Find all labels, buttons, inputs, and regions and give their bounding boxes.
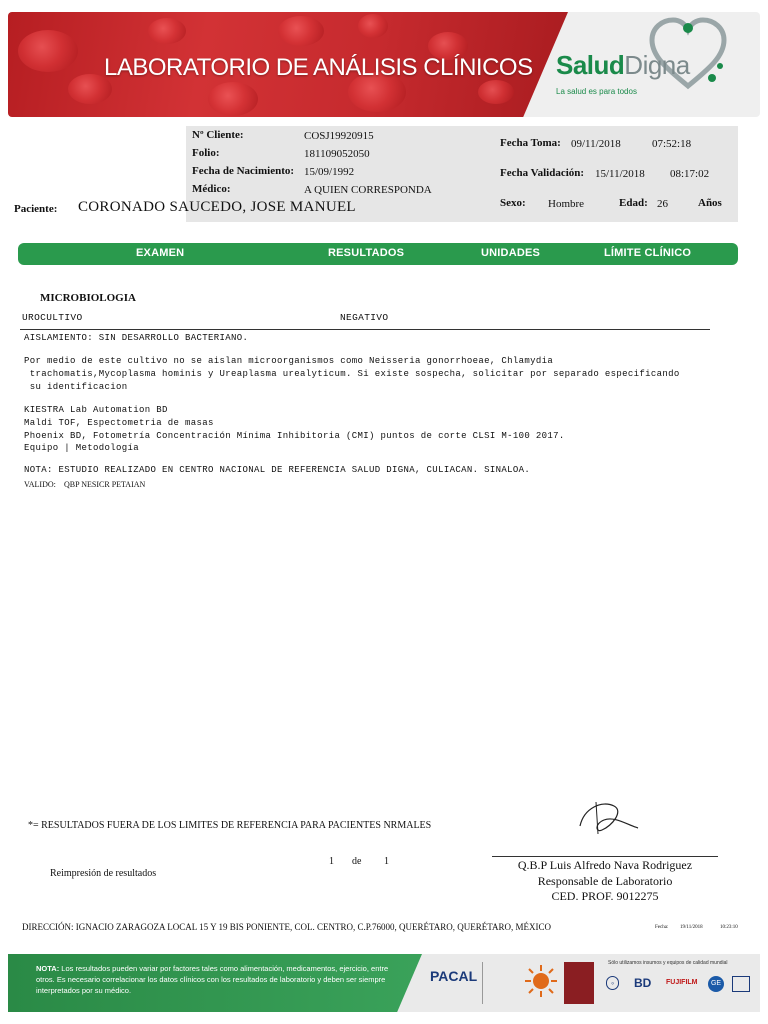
cliente-value: COSJ19920915 bbox=[304, 130, 374, 142]
results-header-bar bbox=[18, 243, 738, 265]
result-divider bbox=[20, 329, 710, 330]
page-total: 1 bbox=[384, 856, 389, 867]
bd-logo: BD bbox=[634, 976, 652, 990]
page-current: 1 bbox=[329, 856, 334, 867]
reprint-label: Reimpresión de resultados bbox=[50, 868, 157, 879]
footer-disclaimer bbox=[36, 964, 406, 997]
method-line-4: Equipo | Metodología bbox=[24, 443, 140, 453]
great-place-to-work-logo bbox=[564, 962, 594, 1004]
method-line-2: Maldi TOF, Espectometria de masas bbox=[24, 418, 214, 428]
logo-wordmark bbox=[556, 50, 690, 81]
method-line-3: Phoenix BD, Fotometría Concentración Mínima Inhibitoria (CMI) puntos de corte CLSI M-100 2017. bbox=[24, 431, 565, 441]
aislamiento-text: AISLAMIENTO: SIN DESARROLLO BACTERIANO. bbox=[24, 333, 249, 343]
blood-cell-graphic bbox=[18, 30, 78, 72]
medico-label: Médico: bbox=[192, 183, 231, 195]
toma-time: 07:52:18 bbox=[652, 138, 692, 150]
address-text: DIRECCIÓN: IGNACIO ZARAGOZA LOCAL 15 Y 19 BIS PONIENTE, COL. CENTRO, C.P.76000, QUERÉTARO, QUERÉTARO, MÉXICO bbox=[22, 922, 552, 932]
blood-cell-graphic bbox=[278, 16, 324, 46]
disclaimer-text: Los resultados pueden variar por factores tales como alimentación, medicamentos, ejercicio, entre otros. Es necesario correlacionar los datos clínicos con los resultados de laboratorio y deben ser siempre interpretados por su médico. bbox=[36, 964, 389, 995]
exam-result: NEGATIVO bbox=[340, 312, 389, 323]
logo-word-digna: Digna bbox=[624, 50, 690, 80]
nacimiento-value: 15/09/1992 bbox=[304, 166, 355, 178]
culture-note-line-2: trachomatis,Mycoplasma hominis y Ureaplasma urealyticum. Si existe sospecha, solicitar por separado especificando bbox=[24, 369, 680, 379]
nota-text: NOTA: ESTUDIO REALIZADO EN CENTRO NACIONAL DE REFERENCIA SALUD DIGNA, CULIACAN. SINALOA. bbox=[24, 465, 531, 475]
edad-label: Edad: bbox=[619, 197, 648, 209]
cliente-label: Nº Cliente: bbox=[192, 129, 244, 141]
blood-cell-graphic bbox=[208, 82, 258, 116]
folio-value: 181109052050 bbox=[304, 148, 370, 160]
column-limite-clinico: LÍMITE CLÍNICO bbox=[604, 247, 692, 259]
lab-title: LABORATORIO DE ANÁLISIS CLÍNICOS bbox=[104, 54, 533, 81]
validacion-time: 08:17:02 bbox=[670, 168, 710, 180]
toma-date: 09/11/2018 bbox=[571, 138, 621, 150]
roche-logo: ◦ bbox=[606, 976, 619, 990]
disclaimer-label: NOTA: bbox=[36, 964, 60, 973]
method-line-1: KIESTRA Lab Automation BD bbox=[24, 405, 168, 415]
signer-role: Responsable de Laboratorio bbox=[537, 874, 673, 888]
valido-label: VALIDO: bbox=[24, 480, 56, 489]
footer-banner bbox=[8, 954, 760, 1012]
patient-name: CORONADO SAUCEDO, JOSE MANUEL bbox=[78, 199, 356, 215]
signature-icon bbox=[574, 796, 644, 838]
blood-cell-graphic bbox=[358, 14, 388, 38]
logo-tagline: La salud es para todos bbox=[556, 87, 637, 96]
sunburst-logo-icon bbox=[524, 964, 558, 998]
culture-note-line-1: Por medio de este cultivo no se aislan microorganismos como Neisseria gonorrhoeae, Chlamydia bbox=[24, 356, 554, 366]
signer-name: Q.B.P Luis Alfredo Nava Rodriguez bbox=[517, 858, 693, 872]
column-resultados: RESULTADOS bbox=[328, 247, 405, 259]
medico-value: A QUIEN CORRESPONDA bbox=[304, 184, 432, 196]
partner-logo bbox=[732, 976, 750, 992]
fujifilm-logo: FUJIFILM bbox=[666, 979, 698, 986]
sexo-label: Sexo: bbox=[500, 197, 526, 209]
column-unidades: UNIDADES bbox=[481, 247, 541, 259]
blood-cell-graphic bbox=[478, 80, 514, 104]
sexo-value: Hombre bbox=[548, 198, 585, 210]
culture-note-line-3: su identificacion bbox=[24, 382, 128, 392]
page-separator: de bbox=[352, 856, 362, 867]
ge-logo: GE bbox=[708, 976, 724, 992]
pacal-logo: PACAL bbox=[430, 968, 478, 984]
certificate-logo bbox=[482, 962, 516, 1004]
column-examen: EXAMEN bbox=[136, 247, 185, 259]
exam-name: UROCULTIVO bbox=[22, 312, 83, 323]
print-label: Fecha: bbox=[655, 925, 669, 930]
validacion-date: 15/11/2018 bbox=[595, 168, 645, 180]
edad-value: 26 bbox=[657, 198, 668, 210]
section-title: MICROBIOLOGIA bbox=[40, 292, 136, 304]
paciente-label: Paciente: bbox=[14, 203, 58, 215]
logo-word-salud: Salud bbox=[556, 50, 625, 80]
reference-note: *= RESULTADOS FUERA DE LOS LIMITES DE REFERENCIA PARA PACIENTES NRMALES bbox=[28, 820, 432, 831]
valido-value: QBP NESICR PETAIAN bbox=[64, 480, 146, 489]
print-date: 19/11/2018 bbox=[680, 925, 703, 930]
folio-label: Folio: bbox=[192, 147, 220, 159]
nacimiento-label: Fecha de Nacimiento: bbox=[192, 165, 295, 177]
signer-license: CED. PROF. 9012275 bbox=[551, 889, 659, 903]
quality-note: Sólo utilizamos insumos y equipos de calidad mundial bbox=[608, 960, 728, 966]
salud-digna-logo bbox=[548, 12, 748, 104]
blood-cell-graphic bbox=[148, 18, 186, 44]
signature-line bbox=[492, 856, 718, 857]
toma-label: Fecha Toma: bbox=[500, 137, 561, 149]
validacion-label: Fecha Validación: bbox=[500, 167, 585, 179]
print-time: 10:23:10 bbox=[720, 925, 738, 930]
edad-unit: Años bbox=[698, 197, 722, 209]
